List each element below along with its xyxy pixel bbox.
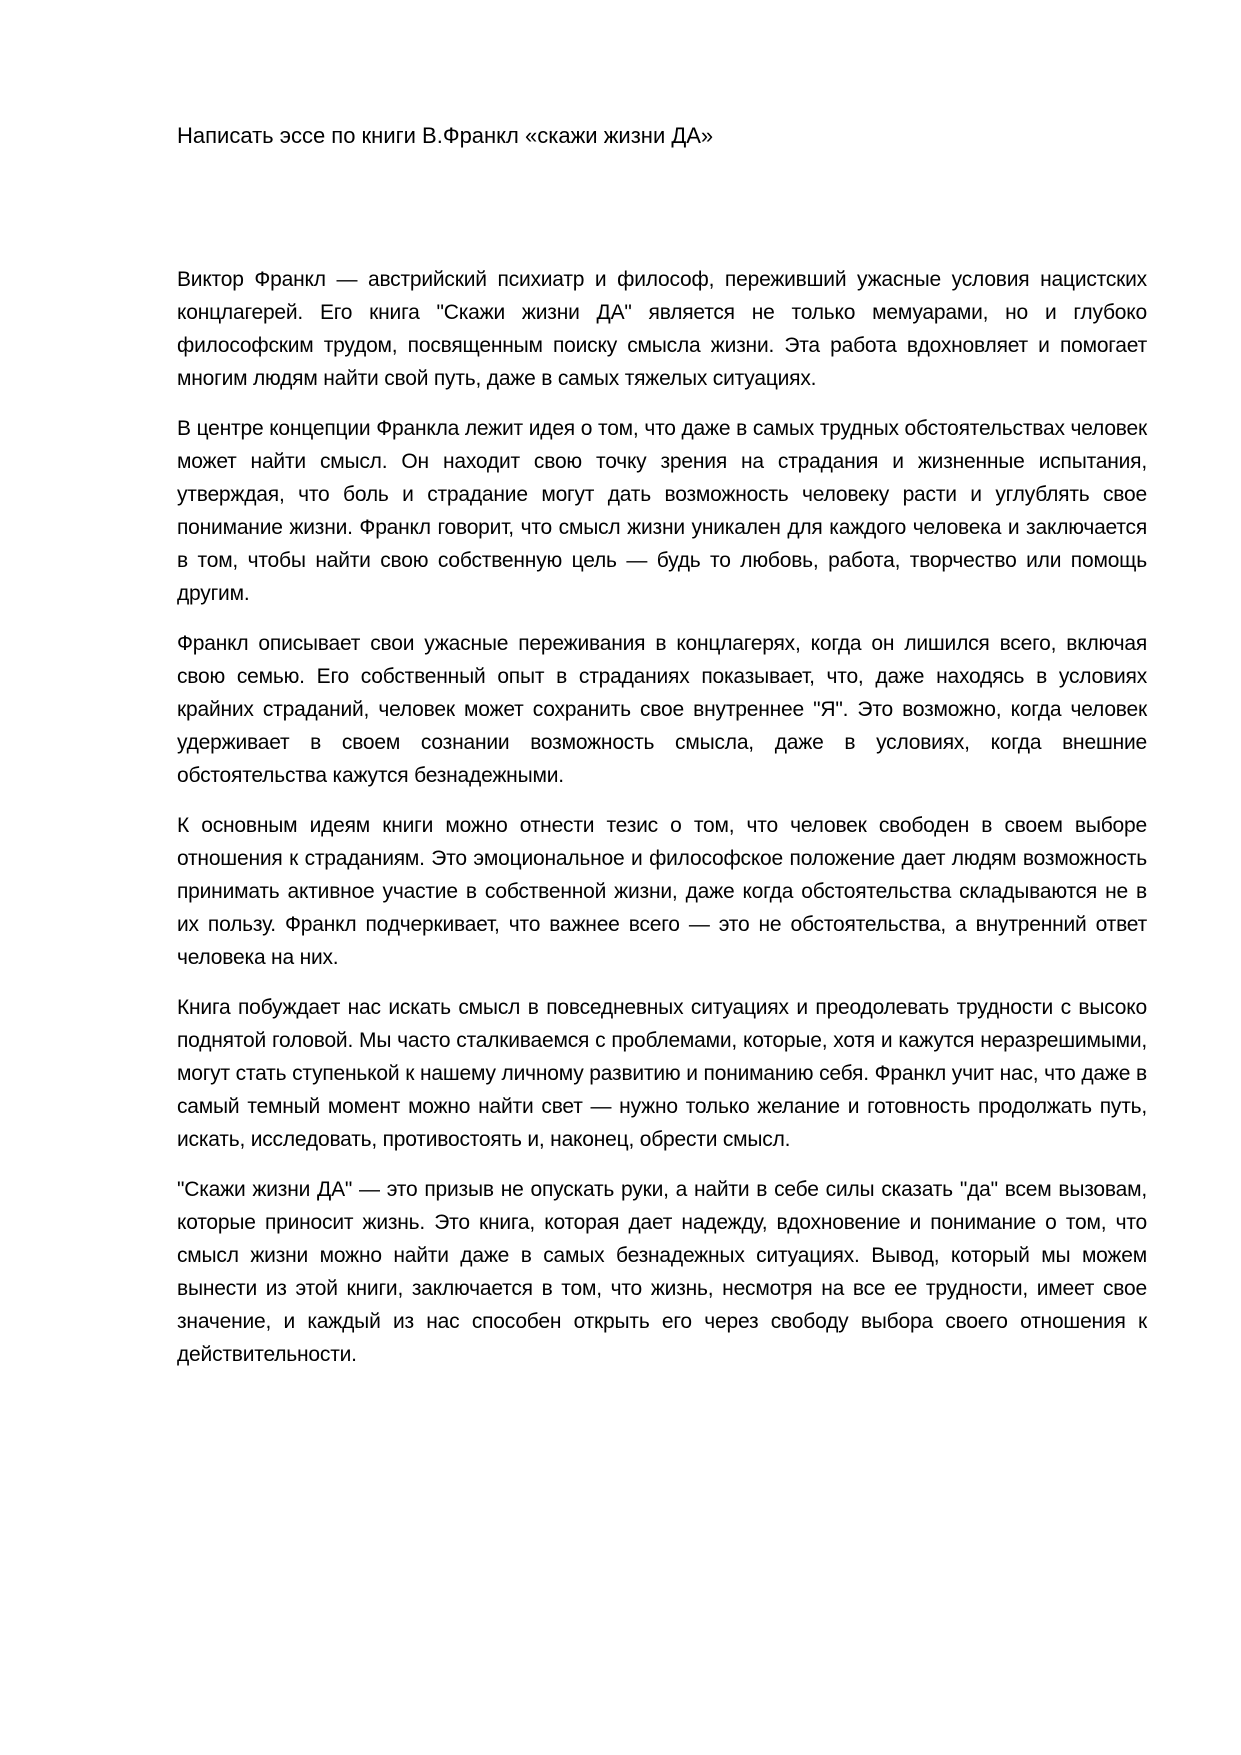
essay-paragraph-4: К основным идеям книги можно отнести тезис о том, что человек свободен в своем выборе отношения к страданиям. Это эмоциональное и философское положение дает людям возможность принимать активное участие в собственной жизни, даже когда обстоятельства складываются не в их пользу. Франкл подчеркивает, что важнее всего — это не обстоятельства, а внутренний ответ человека на них.: [177, 814, 1147, 969]
essay-paragraph-3: Франкл описывает свои ужасные переживания в концлагерях, когда он лишился всего, включая свою семью. Его собственный опыт в страданиях показывает, что, даже находясь в условиях крайних страданий, человек может сохранить свое внутреннее "Я". Это возможно, когда человек удерживает в своем сознании возможность смысла, даже в условиях, когда внешние обстоятельства кажутся безнадежными.: [177, 632, 1147, 787]
essay-body: [177, 263, 1147, 1388]
essay-paragraph-6: "Скажи жизни ДА" — это призыв не опускать руки, а найти в себе силы сказать "да" всем вызовам, которые приносит жизнь. Это книга, которая дает надежду, вдохновение и понимание о том, что смысл жизни можно найти даже в самых безнадежных ситуациях. Вывод, который мы можем вынести из этой книги, заключается в том, что жизнь, несмотря на все ее трудности, имеет свое значение, и каждый из нас способен открыть его через свободу выбора своего отношения к действительности.: [177, 1178, 1147, 1366]
page-title: Написать эссе по книги В.Франкл «скажи жизни ДА»: [177, 123, 714, 148]
essay-paragraph-2: В центре концепции Франкла лежит идея о том, что даже в самых трудных обстоятельствах человек может найти смысл. Он находит свою точку зрения на страдания и жизненные испытания, утверждая, что боль и страдание могут дать возможность человеку расти и углублять свое понимание жизни. Франкл говорит, что смысл жизни уникален для каждого человека и заключается в том, чтобы найти свою собственную цель — будь то любовь, работа, творчество или помощь другим.: [177, 417, 1147, 605]
essay-paragraph-1: Виктор Франкл — австрийский психиатр и философ, переживший ужасные условия нацистских концлагерей. Его книга "Скажи жизни ДА" является не только мемуарами, но и глубоко философским трудом, посвященным поиску смысла жизни. Эта работа вдохновляет и помогает многим людям найти свой путь, даже в самых тяжелых ситуациях.: [177, 268, 1147, 390]
essay-paragraph-5: Книга побуждает нас искать смысл в повседневных ситуациях и преодолевать трудности с высоко поднятой головой. Мы часто сталкиваемся с проблемами, которые, хотя и кажутся неразрешимыми, могут стать ступенькой к нашему личному развитию и пониманию себя. Франкл учит нас, что даже в самый темный момент можно найти свет — нужно только желание и готовность продолжать путь, искать, исследовать, противостоять и, наконец, обрести смысл.: [177, 996, 1147, 1151]
